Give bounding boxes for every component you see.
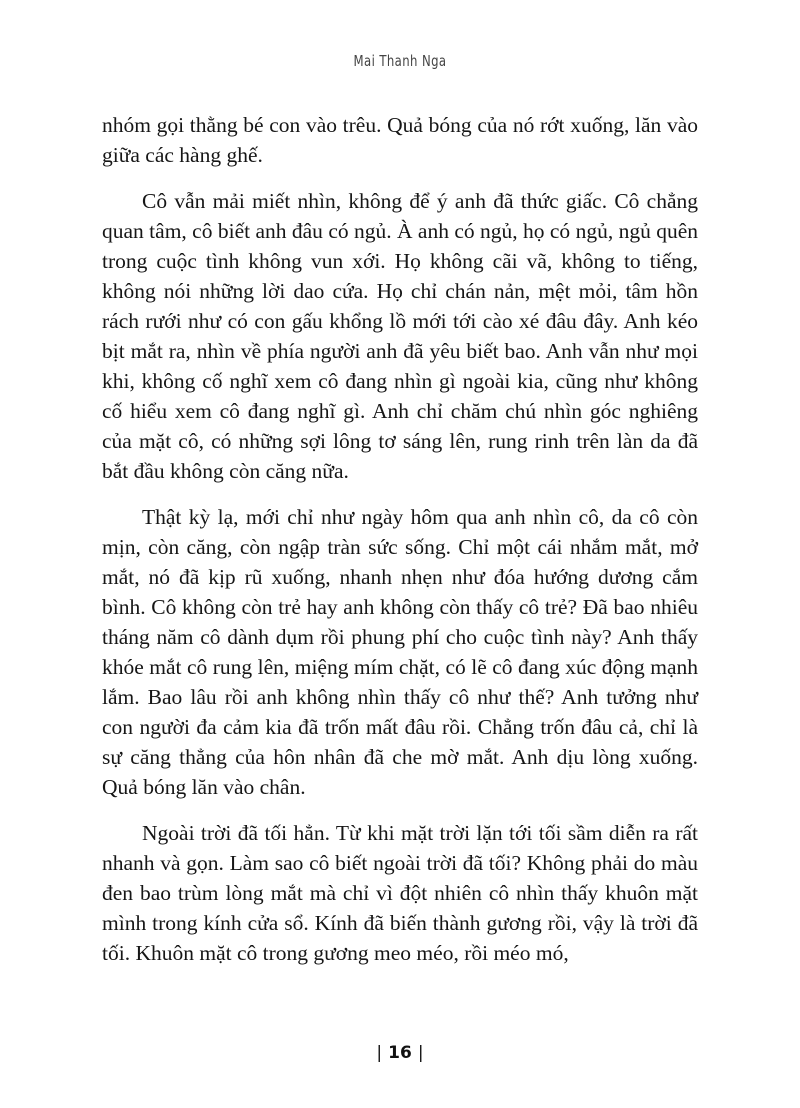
page-number-left-bar: | <box>376 1043 383 1063</box>
paragraph: Cô vẫn mải miết nhìn, không để ý anh đã thức giấc. Cô chẳng quan tâm, cô biết anh đâu có ngủ. À anh có ngủ, họ có ngủ, ngủ quên trong cuộc tình không vun xới. Họ không cãi vã, không to tiếng, không nói những lời dao cứa. Họ chỉ chán nản, mệt mỏi, tâm hồn rách rưới như có con gấu khổng lồ mới tới cào xé đâu đây. Anh kéo bịt mắt ra, nhìn về phía người anh đã yêu biết bao. Anh vẫn như mọi khi, không cố nghĩ xem cô đang nhìn gì ngoài kia, cũng như không cố hiểu xem cô đang nghĩ gì. Anh chỉ chăm chú nhìn góc nghiêng của mặt cô, có những sợi lông tơ sáng lên, rung rinh trên làn da đã bắt đầu không còn căng nữa. <box>102 189 698 483</box>
page-number-footer <box>0 1043 800 1063</box>
paragraph: Thật kỳ lạ, mới chỉ như ngày hôm qua anh nhìn cô, da cô còn mịn, còn căng, còn ngập tràn sức sống. Chỉ một cái nhắm mắt, mở mắt, nó đã kịp rũ xuống, nhanh nhẹn như đóa hướng dương cắm bình. Cô không còn trẻ hay anh không còn thấy cô trẻ? Đã bao nhiêu tháng năm cô dành dụm rồi phung phí cho cuộc tình này? Anh thấy khóe mắt cô rung lên, miệng mím chặt, có lẽ cô đang xúc động mạnh lắm. Bao lâu rồi anh không nhìn thấy cô như thế? Anh tưởng như con người đa cảm kia đã trốn mất đâu rồi. Chẳng trốn đâu cả, chỉ là sự căng thẳng của hôn nhân đã che mờ mắt. Anh dịu lòng xuống. Quả bóng lăn vào chân. <box>102 505 698 799</box>
body-text <box>102 110 698 984</box>
page-number: 16 <box>388 1043 412 1063</box>
running-header-author: Mai Thanh Nga <box>353 52 447 70</box>
paragraph: Ngoài trời đã tối hẳn. Từ khi mặt trời lặn tới tối sầm diễn ra rất nhanh và gọn. Làm sao cô biết ngoài trời đã tối? Không phải do màu đen bao trùm lòng mắt mà chỉ vì đột nhiên cô nhìn thấy khuôn mặt mình trong kính cửa sổ. Kính đã biến thành gương rồi, vậy là trời đã tối. Khuôn mặt cô trong gương meo méo, rồi méo mó, <box>102 821 698 965</box>
page-number-right-bar: | <box>417 1043 424 1063</box>
paragraph-continued: nhóm gọi thằng bé con vào trêu. Quả bóng của nó rớt xuống, lăn vào giữa các hàng ghế. <box>102 113 698 167</box>
